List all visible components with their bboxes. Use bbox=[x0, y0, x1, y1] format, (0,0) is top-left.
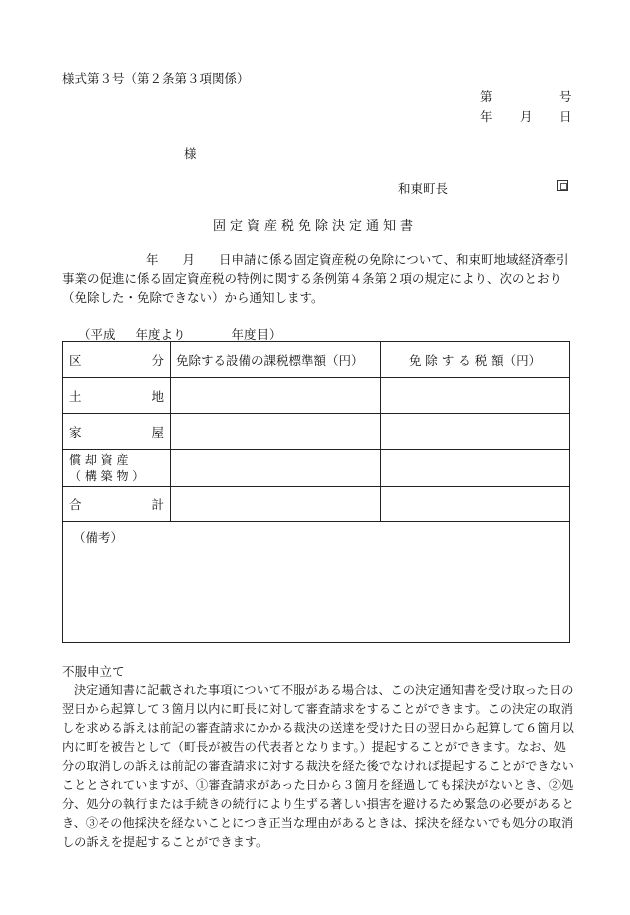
header-tax-base: 免除する設備の課税標準額（円） bbox=[171, 342, 381, 378]
row-label-total: 合 計 bbox=[63, 487, 171, 522]
header-category: 区 分 bbox=[63, 342, 171, 378]
recipient-honorific: 様 bbox=[184, 146, 197, 161]
body-month: 月 bbox=[182, 252, 196, 267]
seal-mark-icon bbox=[557, 180, 568, 191]
date-day: 日 bbox=[559, 109, 572, 124]
header-tax-amount: 免 除 す る 税 額（円） bbox=[381, 342, 570, 378]
cell-tax-base[interactable] bbox=[171, 450, 381, 487]
fiscal-period: （平成 年度より 年度目） bbox=[78, 327, 282, 342]
issuer-name: 和東町長 bbox=[398, 181, 449, 196]
remarks-label: （備考） bbox=[73, 530, 124, 545]
number-suffix: 号 bbox=[559, 89, 572, 104]
remarks-row bbox=[63, 522, 570, 643]
body-text: 日申請に係る固定資産税の免除について、和束町地域経済牽引事業の促進に係る固定資産税の特例に関する条例第４条第２項の規定により、次のとおり（免除した・免除できない）から通知します。 bbox=[62, 252, 569, 305]
exemption-table bbox=[62, 341, 570, 643]
document-title: 固定資産税免除決定通知書 bbox=[212, 219, 417, 234]
remarks-cell[interactable] bbox=[63, 522, 570, 643]
cell-tax-amount[interactable] bbox=[381, 414, 570, 450]
row-label-house: 家 屋 bbox=[63, 414, 171, 450]
table-header-row bbox=[63, 342, 570, 378]
cell-tax-amount[interactable] bbox=[381, 450, 570, 487]
table-row bbox=[63, 450, 570, 487]
number-prefix: 第 bbox=[480, 89, 493, 104]
row-label-depreciable-assets: 償 却 資 産 （ 構 築 物 ） bbox=[63, 450, 171, 487]
objection-text: 決定通知書に記載された事項について不服がある場合は、この決定通知書を受け取った日の翌日から起算して３箇月以内に町長に対して審査請求をすることができます。この決定の取消しを求める訴えは前記の審査請求にかかる裁決の送達を受けた日の翌日から起算して６箇月以内に町を被告として（町長が被告の代表者となります。）提起することができます。なお、処分の取消しの訴えは前記の審査請求に対する裁決を経た後でなければ提起することができないこととされていますが、①審査請求があった日から３箇月を経過しても採決がないとき、②処分、処分の執行または手続きの続行により生ずる著しい損害を避けるため緊急の必要があるとき、③その他採決を経ないことにつき正当な理由があるときは、採決を経ないでも処分の取消しの訴えを提起することができます。 bbox=[62, 683, 574, 849]
notice-body bbox=[62, 250, 572, 307]
cell-tax-base[interactable] bbox=[171, 378, 381, 414]
date-month: 月 bbox=[520, 109, 533, 124]
objection-text-block bbox=[62, 681, 574, 852]
table-row bbox=[63, 378, 570, 414]
cell-tax-amount[interactable] bbox=[381, 487, 570, 522]
objection-heading: 不服申立て bbox=[62, 664, 125, 679]
cell-tax-base[interactable] bbox=[171, 487, 381, 522]
cell-tax-base[interactable] bbox=[171, 414, 381, 450]
form-code: 様式第３号（第２条第３項関係） bbox=[62, 71, 250, 86]
cell-tax-amount[interactable] bbox=[381, 378, 570, 414]
row-label-land: 土 地 bbox=[63, 378, 171, 414]
table-row bbox=[63, 487, 570, 522]
body-year: 年 bbox=[146, 252, 159, 267]
table-row bbox=[63, 414, 570, 450]
date-year: 年 bbox=[480, 109, 493, 124]
